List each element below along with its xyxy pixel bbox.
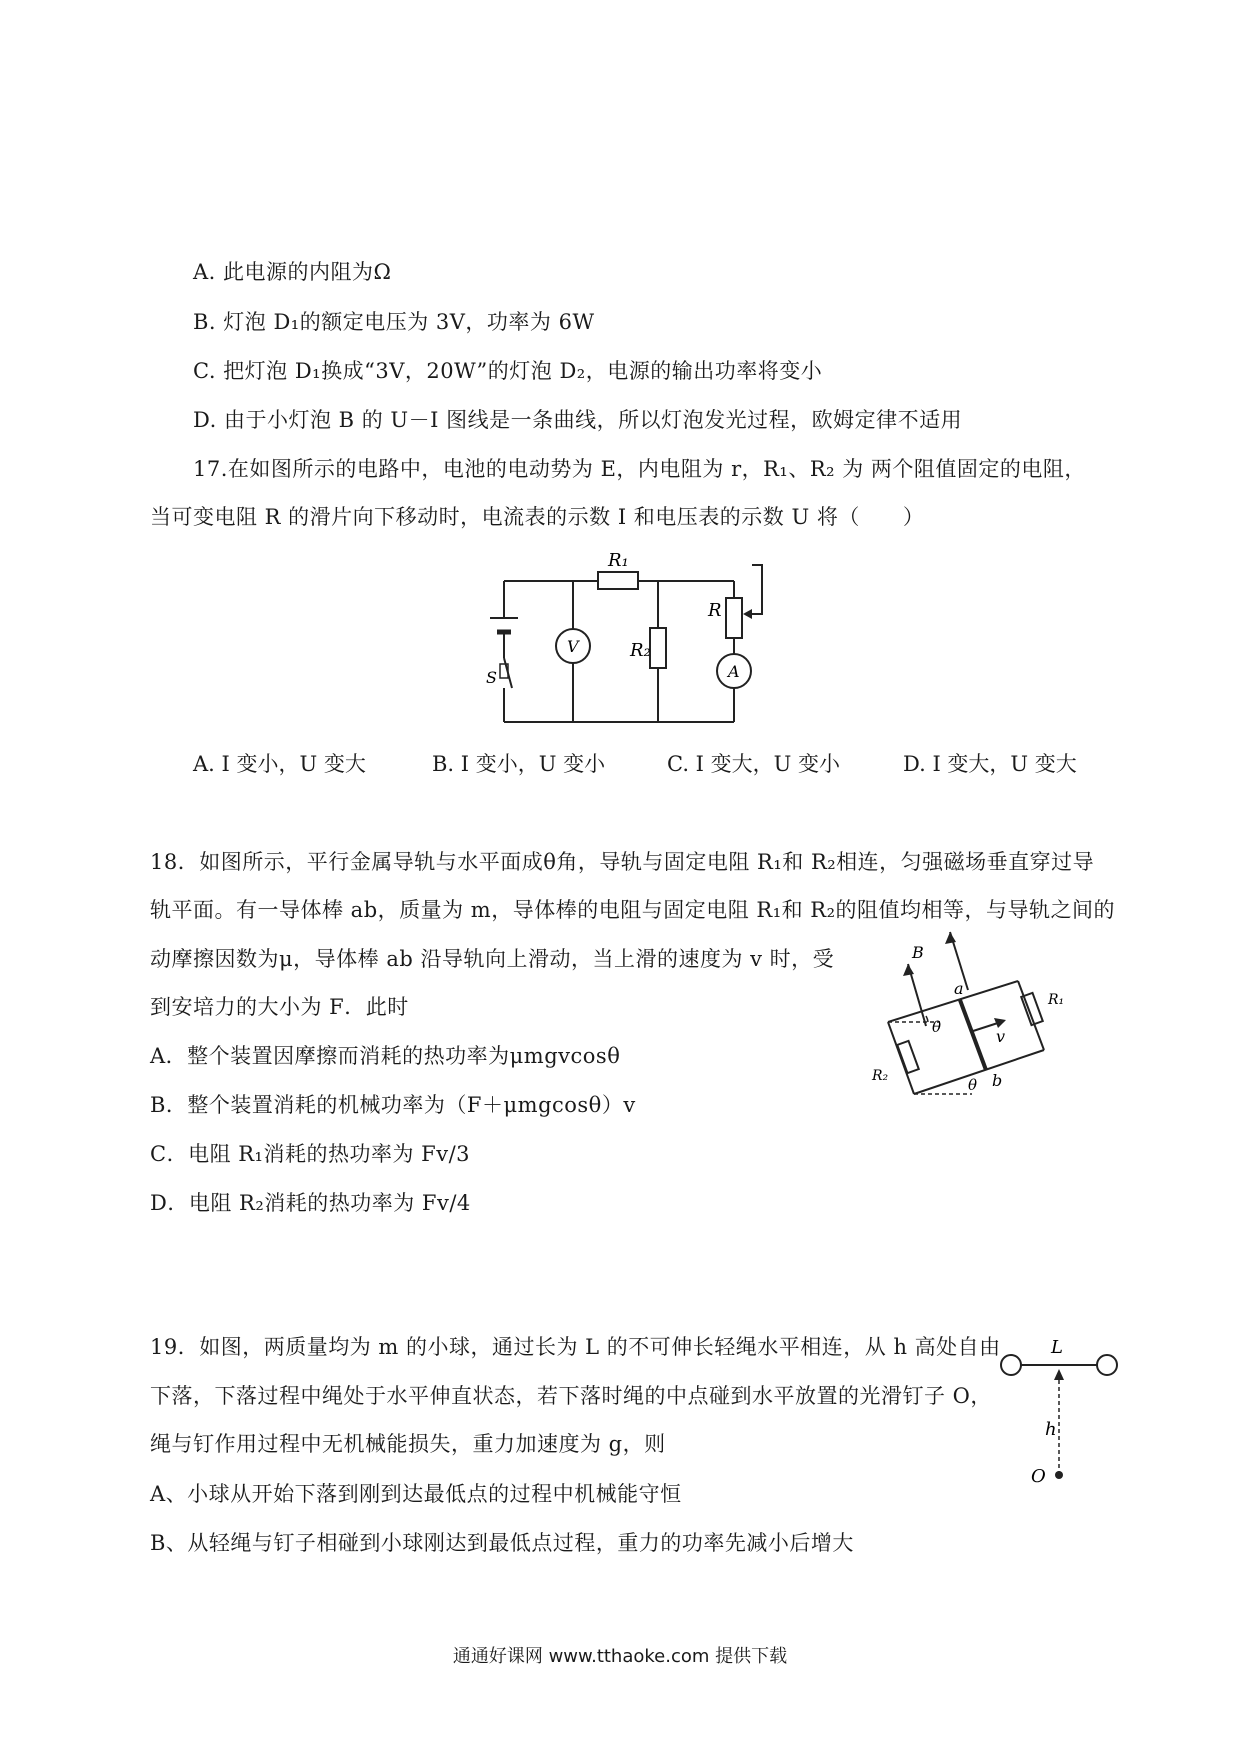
r-variable-resistor <box>726 598 742 638</box>
label-a: a <box>954 979 964 998</box>
q18-text-line1: 18．如图所示，平行金属导轨与水平面成θ角，导轨与固定电阻 R₁和 R₂相连，匀强磁场垂直穿过导 <box>150 850 1095 874</box>
q18-option-c: C．电阻 R₁消耗的热功率为 Fv/3 <box>150 1142 471 1166</box>
nail-o-dot <box>1055 1471 1063 1479</box>
q18-text-line2: 轨平面。有一导体棒 ab，质量为 m，导体棒的电阻与固定电阻 R₁和 R₂的阻值均相等，与导轨之间的 <box>150 898 1116 922</box>
label-v: V <box>567 637 579 656</box>
right-ball <box>1097 1355 1117 1375</box>
label-s: S <box>486 668 497 687</box>
label-l: L <box>1051 1337 1063 1358</box>
q18-text-line4: 到安培力的大小为 F．此时 <box>150 995 409 1019</box>
q19-pendulum-diagram <box>995 1325 1125 1495</box>
q18-option-b: B．整个装置消耗的机械功率为（F＋μmgcosθ）v <box>150 1093 636 1117</box>
label-r: R <box>708 600 722 621</box>
q19-text-line2: 下落，下落过程中绳处于水平伸直状态，若下落时绳的中点碰到水平放置的光滑钉子 O， <box>150 1384 992 1408</box>
label-r2: R₂ <box>872 1068 889 1084</box>
q16-option-c: C. 把灯泡 D₁换成“3V，20W”的灯泡 D₂，电源的输出功率将变小 <box>193 359 823 383</box>
label-b-field: B <box>912 943 924 962</box>
r1-resistor <box>598 572 638 589</box>
r2-resistor <box>650 628 666 668</box>
q18-option-a: A．整个装置因摩擦而消耗的热功率为μmgvcosθ <box>150 1044 621 1068</box>
label-theta-1: θ <box>932 1018 942 1036</box>
label-h: h <box>1045 1419 1057 1440</box>
label-a: A <box>728 662 740 681</box>
q19-option-a: A、小球从开始下落到刚到达最低点的过程中机械能守恒 <box>150 1482 682 1506</box>
q17-option-d: D. I 变大，U 变大 <box>903 752 1077 776</box>
q16-option-a: A. 此电源的内阻为Ω <box>193 260 392 284</box>
q16-option-b: B. 灯泡 D₁的额定电压为 3V，功率为 6W <box>193 310 595 334</box>
q17-option-c: C. I 变大，U 变小 <box>667 752 841 776</box>
left-ball <box>1001 1355 1021 1375</box>
q18-option-d: D．电阻 R₂消耗的热功率为 Fv/4 <box>150 1191 471 1215</box>
q19-text-line3: 绳与钉作用过程中无机械能损失，重力加速度为 g，则 <box>150 1432 666 1456</box>
label-b: b <box>992 1071 1003 1090</box>
label-v: v <box>996 1027 1006 1046</box>
label-o: O <box>1031 1466 1046 1487</box>
q17-text-line1: 17.在如图所示的电路中，电池的电动势为 E，内电阻为 r，R₁、R₂ 为 两个阻值固定的电阻， <box>193 457 1086 481</box>
label-r2: R₂ <box>630 640 651 661</box>
q19-text-line1: 19．如图，两质量均为 m 的小球，通过长为 L 的不可伸长轻绳水平相连，从 h 高处自由 <box>150 1335 1001 1359</box>
q18-rail-diagram <box>868 932 1086 1112</box>
q17-text-line2: 当可变电阻 R 的滑片向下移动时，电流表的示数 I 和电压表的示数 U 将（ ） <box>150 505 925 529</box>
q18-text-line3: 动摩擦因数为μ，导体棒 ab 沿导轨向上滑动，当上滑的速度为 v 时，受 <box>150 947 835 971</box>
q17-circuit-diagram <box>486 548 780 734</box>
q17-option-a: A. I 变小，U 变大 <box>193 752 366 776</box>
label-r1: R₁ <box>608 550 629 571</box>
label-theta-2: θ <box>968 1076 978 1094</box>
label-r1: R₁ <box>1048 992 1065 1008</box>
q17-option-b: B. I 变小，U 变小 <box>432 752 606 776</box>
q19-option-b: B、从轻绳与钉子相碰到小球刚达到最低点过程，重力的功率先减小后增大 <box>150 1531 854 1555</box>
footer-source: 通通好课网 www.tthaoke.com 提供下载 <box>452 1646 788 1667</box>
q16-option-d: D. 由于小灯泡 B 的 U－I 图线是一条曲线，所以灯泡发光过程，欧姆定律不适用 <box>193 408 963 432</box>
